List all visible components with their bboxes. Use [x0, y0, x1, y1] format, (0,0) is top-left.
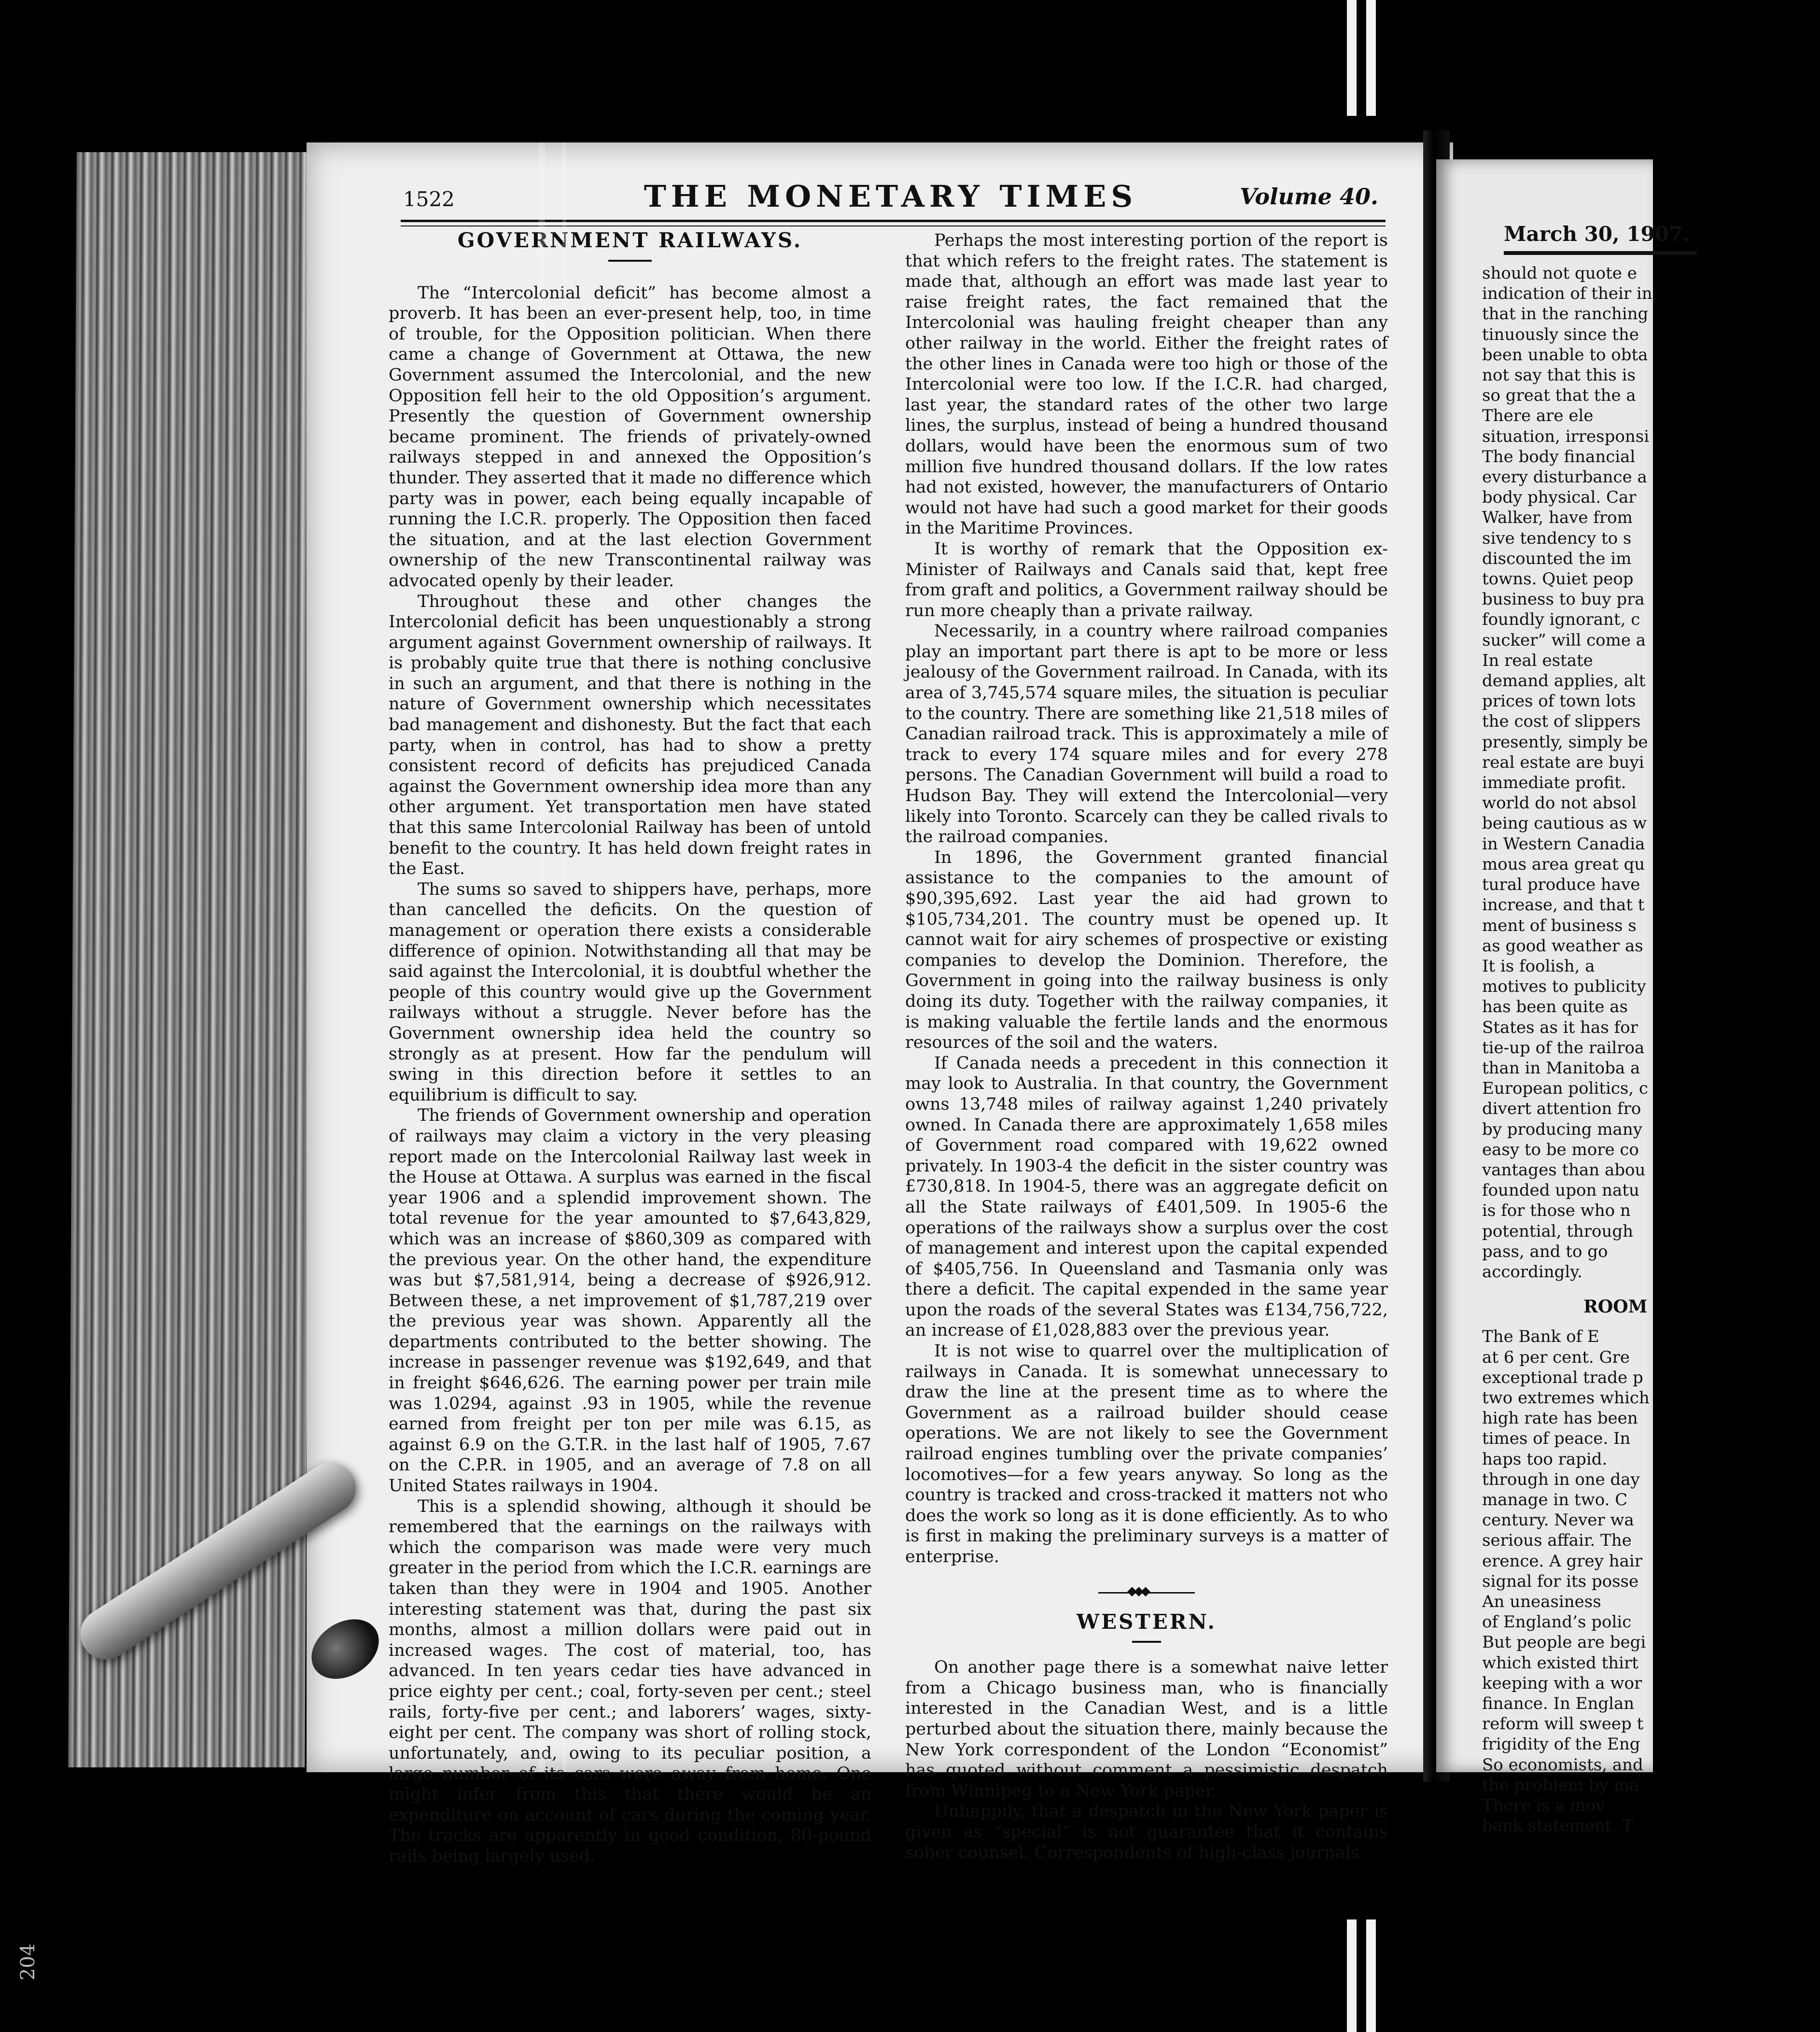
text-line: signal for its posse [1482, 1571, 1639, 1591]
paragraph: Perhaps the most interesting portion of the report is that which refers to the freight rates. The statement is made that, although an effort was made last year to raise freight rates, the fact remained that the Intercolonial was hauling freight cheaper than any other railway in the world. Either the freight rates of the other lines in Canada were too high or those of the Intercolonial were too low. If the I.C.R. had charged, last year, the standard rates of the other two large lines, the surplus, instead of being a hundred thousand dollars, would have been the enormous sum of two million five hundred thousand dollars. If the low rates had not existed, however, the manufacturers of Ontario would not have had such a good market for their goods in the Maritime Provinces. [905, 231, 1388, 538]
text-line: frigidity of the Eng [1482, 1735, 1640, 1754]
text-line: An uneasiness [1482, 1592, 1601, 1611]
text-line: in Western Canadia [1482, 834, 1645, 854]
text-line: pass, and to go [1482, 1242, 1608, 1261]
article-column-right [905, 230, 1388, 1863]
text-line: tinuously since the [1482, 325, 1639, 344]
paragraph: Necessarily, in a country where railroad companies play an important part there is apt to be more or less jealousy of the Government railroad. In Canada, with its area of 3,745,574 square miles, the situation is peculiar to the country. There are something like 21,518 miles of Canadian railroad track. This is approximately a mile of track to every 174 square miles and for every 278 persons. The Canadian Government will build a road to Hudson Bay. They will extend the Intercolonial—very likely into Toronto. Scarcely can they be called rivals to the railroad companies. [905, 621, 1388, 847]
text-line: reform will sweep t [1482, 1714, 1644, 1734]
paragraph: The “Intercolonial deficit” has become almost a proverb. It has been an ever-present help, too, in time of trouble, for the Opposition politician. When there came a change of Government at Ottawa, the new Government assumed the Intercolonial, and the new Opposition fell heir to the old Opposition’s argument. Presently the question of Government ownership became prominent. The friends of privately-owned railways stepped in and annexed the Opposition’s thunder. They asserted that it made no difference which party was in power, each being equally incapable of running the I.C.R. properly. The Opposition then faced the situation, and at the last election Government ownership of the new Transcontinental railway was advocated openly by their leader. [389, 283, 871, 591]
page-header [403, 179, 1378, 212]
text-line: mous area great qu [1482, 854, 1645, 874]
article-heading: GOVERNMENT RAILWAYS. [457, 228, 803, 252]
text-line: divert attention fro [1482, 1099, 1641, 1119]
margin-note: 204 [17, 1943, 40, 1981]
text-line: erence. A grey hair [1482, 1551, 1642, 1571]
text-line: sucker” will come a [1482, 630, 1646, 650]
right-page-date: March 30, 1907. [1504, 222, 1690, 246]
text-line: the problem by ma [1482, 1775, 1639, 1795]
text-line: that in the ranching [1482, 304, 1649, 324]
text-line: body physical. Car [1482, 488, 1637, 508]
text-line: But people are begi [1482, 1633, 1646, 1652]
publication-title: THE MONETARY TIMES [644, 179, 1138, 214]
section-heading-western: WESTERN. [1076, 1609, 1217, 1634]
section-ornament [1098, 1588, 1195, 1597]
text-line: situation, irresponsi [1482, 426, 1650, 446]
film-sprocket-mark [1366, 0, 1376, 116]
text-line: immediate profit. [1482, 773, 1626, 793]
text-line: demand applies, alt [1482, 671, 1646, 691]
text-line: There is a mov [1482, 1796, 1605, 1816]
paragraph: It is not wise to quarrel over the multiplication of railways in Canada. It is somewhat unnecessary to draw the line at the present time as to where the Government as a railroad builder should cease operations. We are not likely to see the Government railroad engines tumbling over the private companies’ locomotives—for a few years anyway. So long as the country is tracked and cross-tracked it matters not who does the work so long as it is done efficiently. As to who is first in making the preliminary surveys is a matter of enterprise. [905, 1341, 1388, 1566]
text-line: accordingly. [1482, 1262, 1582, 1282]
left-page [307, 142, 1453, 1866]
text-line: not say that this is [1482, 366, 1636, 385]
text-line: world do not absol [1482, 793, 1637, 813]
text-line: is for those who n [1482, 1201, 1631, 1221]
film-sprocket-mark [1347, 0, 1357, 116]
text-line: serious affair. The [1482, 1531, 1632, 1551]
text-line: at 6 per cent. Gre [1482, 1347, 1630, 1367]
film-sprocket-mark [1347, 1919, 1357, 2032]
header-rule [401, 220, 1386, 222]
text-line: The body financial [1482, 447, 1636, 466]
text-line: through in one day [1482, 1469, 1640, 1489]
text-line: manage in two. C [1482, 1490, 1628, 1510]
text-line: has been quite as [1482, 997, 1628, 1017]
text-line: two extremes which [1482, 1388, 1650, 1408]
text-line: should not quote e [1482, 264, 1637, 283]
text-line: by producing many [1482, 1119, 1642, 1139]
text-line: century. Never wa [1482, 1510, 1634, 1530]
text-line: times of peace. In [1482, 1429, 1631, 1449]
right-page [1436, 159, 1690, 1836]
text-line: every disturbance a [1482, 467, 1647, 487]
text-line: It is foolish, a [1482, 956, 1595, 976]
paragraph: In 1896, the Government granted financial assistance to the companies to the amount of $90,395,692. Last year the aid had grown to $105,734,201. The country must be opened up. It cannot wait for airy schemes of prospective or existing companies to develop the Dominion. Therefore, the Government in going into the railway business is only doing its duty. Together with the railway companies, it is making valuable the fertile lands and the enormous resources of the soil and the waters. [905, 847, 1388, 1053]
text-line: than in Manitoba a [1482, 1058, 1640, 1078]
text-line: There are ele [1482, 406, 1594, 426]
text-line: The Bank of E [1482, 1327, 1599, 1347]
scan-streak [538, 142, 545, 1772]
text-line: founded upon natu [1482, 1181, 1639, 1200]
text-line: so great that the a [1482, 386, 1636, 406]
text-line: towns. Quiet peop [1482, 569, 1634, 589]
text-line: In real estate [1482, 650, 1593, 670]
page-number: 1522 [403, 187, 455, 211]
text-line: business to buy pra [1482, 590, 1645, 609]
text-line: tural produce have [1482, 875, 1640, 895]
text-line: been unable to obta [1482, 345, 1648, 365]
text-line: tie-up of the railroa [1482, 1038, 1645, 1058]
text-line: exceptional trade p [1482, 1368, 1643, 1387]
text-line: foundly ignorant, c [1482, 610, 1640, 630]
text-line: the cost of slippers [1482, 712, 1641, 732]
text-line: ment of business s [1482, 916, 1637, 935]
text-line: bank statement. T [1482, 1816, 1633, 1836]
paragraph: The sums so saved to shippers have, perhaps, more than cancelled the deficits. On the question of management or operation there exists a considerable difference of opinion. Notwithstanding all that may be said against the Intercolonial, it is doubtful whether the people of this country would give up the Government railways without a struggle. Never before has the Government ownership idea held the country so strongly as at present. How far the pendulum will swing in this direction before it settles to an equilibrium is difficult to say. [389, 879, 871, 1105]
text-line: haps too rapid. [1482, 1449, 1608, 1469]
text-line: So economists, and [1482, 1755, 1643, 1775]
right-page-column [1482, 263, 1820, 1836]
text-line: real estate are buyi [1482, 752, 1644, 772]
text-line: States as it has for [1482, 1017, 1638, 1037]
paragraph: It is worthy of remark that the Opposition ex-Minister of Railways and Canals said that, kept free from graft and politics, a Government railway should be run more cheaply than a private railway. [905, 539, 1388, 621]
text-line: of England’s polic [1482, 1612, 1632, 1632]
section-heading-room: ROOM [1583, 1297, 1648, 1317]
text-line: indication of their in [1482, 284, 1652, 304]
paragraph: On another page there is a somewhat naive letter from a Chicago business man, who is financially interested in the Canadian West, and is a little perturbed about the situation there, mainly because the New York correspondent of the London “Economist” has quoted without comment a pessimistic despatch from Winnipeg to a New York paper. [905, 1658, 1388, 1801]
text-line: discounted the im [1482, 549, 1632, 568]
text-line: easy to be more co [1482, 1140, 1639, 1159]
paragraph: Unhappily, that a despatch in the New York paper is given as “special” is not guarantee that it contains sober counsel. Correspondents of high-class journals [905, 1802, 1388, 1863]
scan-streak [562, 142, 566, 1772]
volume-label: Volume 40. [1239, 183, 1378, 210]
heading-divider [608, 260, 652, 262]
heading-divider [1132, 1641, 1161, 1643]
text-line: high rate has been [1482, 1409, 1638, 1428]
text-line: presently, simply be [1482, 732, 1648, 752]
paragraph: This is a splendid showing, although it should be remembered that the earnings on the railways with which the comparison was made were very much greater in the period from which the I.C.R. earnings are taken than they were in 1904 and 1905. Another interesting statement was that, during the past six months, almost a million dollars were paid out in increased wages. The cost of material, too, has advanced. In ten years cedar ties have advanced in price eighty per cent.; coal, forty-seven per cent.; steel rails, forty-five per cent.; and laborers’ wages, sixty-eight per cent. The company was short of rolling stock, unfortunately, and, owing to its peculiar position, a large number of its cars were away from home. One might infer from this that there would be an expenditure on account of cars during the coming year. The tracks are apparently in good condition, 80-pound rails being largely used. [389, 1496, 871, 1866]
header-rule [1504, 251, 1697, 255]
text-line: being cautious as w [1482, 814, 1647, 833]
text-line: sive tendency to s [1482, 528, 1632, 548]
article-column-left [389, 230, 871, 1866]
paragraph: If Canada needs a precedent in this connection it may look to Australia. In that country, the Government owns 13,748 miles of railway against 1,240 privately owned. In Canada there are approximately 1,658 miles of Government road compared with 19,622 owned privately. In 1903-4 the deficit in the sister country was £730,818. In 1904-5, there was an aggregate deficit on all the State railways of £401,509. In 1905-6 the operations of the railways show a surplus over the cost of management and interest upon the capital expended of $405,756. In Queensland and Tasmania only was there a deficit. The capital expended in the same year upon the roads of the several States was £134,756,722, an increase of £1,028,883 over the previous year. [905, 1053, 1388, 1341]
text-line: keeping with a wor [1482, 1673, 1642, 1693]
text-line: prices of town lots [1482, 691, 1636, 711]
text-line: potential, through [1482, 1221, 1634, 1241]
paragraph: Throughout these and other changes the Intercolonial deficit has been unquestionably a strong argument against Government ownership of railways. It is probably quite true that there is nothing conclusive in such an argument, and that there is nothing in the nature of Government ownership which necessitates bad management and dishonesty. But the fact that each party, when in control, has had to show a pretty consistent record of deficits has prejudiced Canada against the Government ownership idea more than any other argument. Yet transportation men have stated that this same Intercolonial Railway has been of untold benefit to the country. It has held down freight rates in the East. [389, 592, 871, 879]
text-line: increase, and that t [1482, 895, 1645, 915]
text-line: vantages than abou [1482, 1160, 1646, 1180]
film-sprocket-mark [1366, 1919, 1376, 2032]
text-line: finance. In Englan [1482, 1694, 1635, 1714]
text-line: which existed thirt [1482, 1653, 1638, 1673]
paragraph: The friends of Government ownership and operation of railways may claim a victory in the very pleasing report made on the Intercolonial Railway last week in the House at Ottawa. A surplus was earned in the fiscal year 1906 and a splendid improvement shown. The total revenue for the year amounted to $7,643,829, which was an increase of $860,309 as compared with the previous year. On the other hand, the expenditure was but $7,581,914, being a decrease of $926,912. Between these, a net improvement of $1,787,219 over the previous year was shown. Apparently all the departments contributed to the better showing. The increase in passenger revenue was $192,649, and that in freight $646,626. The earning power per train mile was 1.0294, against .93 in 1905, while the revenue earned from freight per ton per mile was 6.15, as against 6.9 on the G.T.R. in the last half of 1905, 7.67 on the C.P.R. in 1905, and an average of 7.8 on all United States railways in 1904. [389, 1106, 871, 1496]
text-line: European politics, c [1482, 1079, 1648, 1099]
text-line: Walker, have from [1482, 508, 1633, 528]
text-line: as good weather as [1482, 936, 1643, 956]
text-line: motives to publicity [1482, 977, 1646, 997]
